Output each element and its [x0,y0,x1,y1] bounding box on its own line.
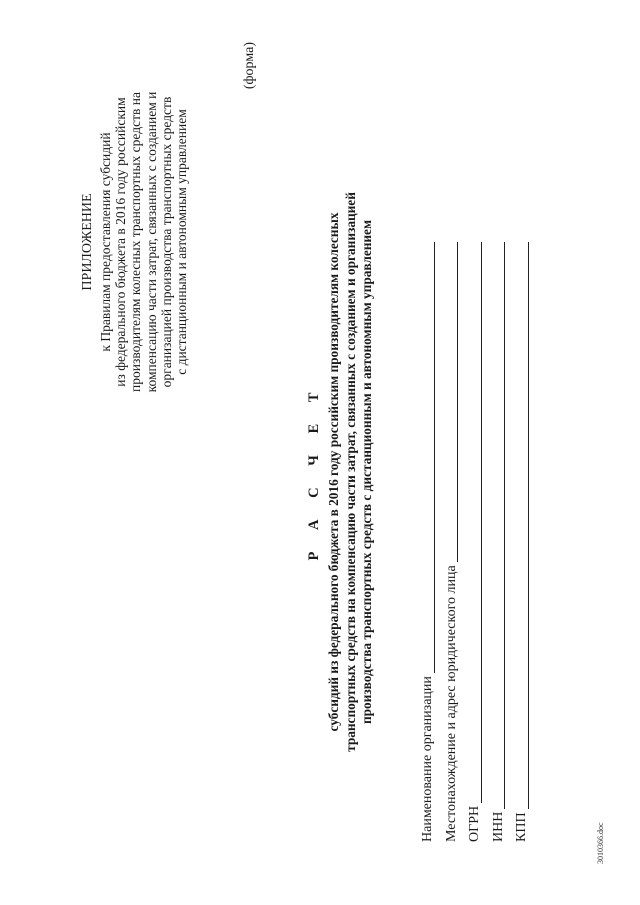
appendix-block [80,22,189,462]
fill-in-line[interactable] [528,242,529,809]
fill-in-line[interactable] [434,242,435,673]
appendix-line: компенсацию части затрат, связанных с созданием и [143,91,159,393]
document-page [20,22,620,882]
field-organization-name[interactable] [416,242,440,842]
field-label: Наименование организации [420,676,435,842]
fill-in-line[interactable] [481,242,482,803]
appendix-line: из федерального бюджета в 2016 году российским [113,97,129,387]
appendix-line: к Правилам предоставления субсидий [98,132,113,352]
file-code: 3010366.doc [596,822,605,864]
field-label: Местонахождение и адрес юридического лица [443,565,459,842]
field-label: ИНН [490,811,506,842]
appendix-heading: ПРИЛОЖЕНИЕ [80,193,95,291]
calculation-subtitle-line: транспортных средств на компенсацию части затрат, связанных с созданием и организацией [342,192,358,752]
calculation-subtitle-line: субсидий из федерального бюджета в 2016 году российским производителям колесных [326,212,341,732]
field-ogrn[interactable] [463,242,487,842]
field-label: КПП [514,812,529,842]
appendix-line: организацией производства транспортных средств [158,96,174,388]
organization-fields [416,242,534,842]
calculation-subtitle [326,112,376,832]
calculation-title: Р А С Ч Е Т [306,383,322,561]
appendix-line: с дистанционным и автономным управлением [174,109,190,375]
field-kpp[interactable] [510,242,534,842]
field-legal-address[interactable] [440,242,464,842]
calculation-subtitle-line: производства транспортных средств с дистанционным и автономным управлением [359,219,374,725]
fill-in-line[interactable] [457,242,458,562]
field-inn[interactable] [487,242,511,842]
field-label: ОГРН [467,805,482,842]
fill-in-line[interactable] [504,242,505,809]
form-label: (форма) [242,42,257,90]
appendix-line: производителям колесных транспортных средств на [128,92,144,392]
